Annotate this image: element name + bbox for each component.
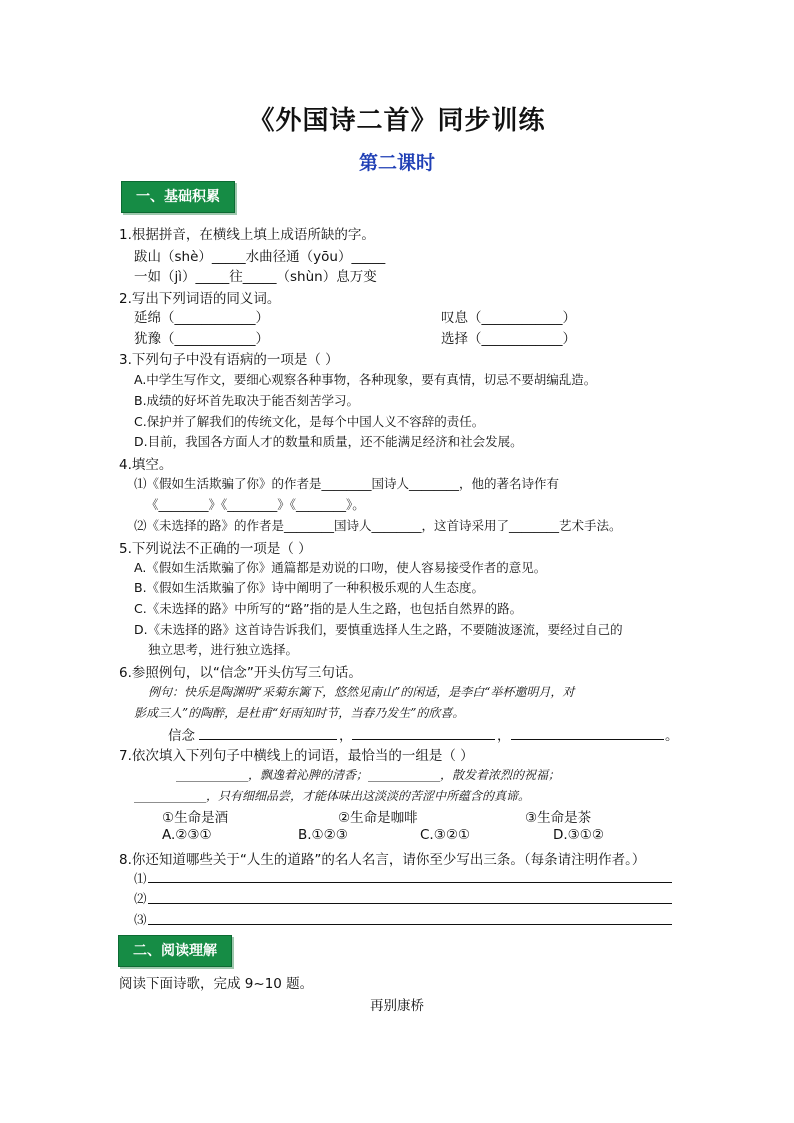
q5-option-a: A.《假如生活欺骗了你》通篇都是劝说的口吻，使人容易接受作者的意见。 [134,560,547,575]
q8-number-3: ⑶ [134,912,147,927]
q7-option-b: B.①②③ [298,827,348,843]
q2-item-a: 延绵（____________） [134,310,269,326]
q7-stem: 7.依次填入下列句子中横线上的词语，最恰当的一组是（ ） [119,748,474,764]
q5-option-b: B.《假如生活欺骗了你》诗中阐明了一种积极乐观的人生态度。 [134,580,485,595]
q7-choice-1: ①生命是酒 [162,810,229,826]
q6-example-line1: 例句：快乐是陶渊明“采菊东篱下，悠然见南山”的闲适，是李白“举杯邀明月，对 [148,685,575,699]
q6-example-line2: 影成三人”的陶醉，是杜甫“好雨知时节，当春乃发生”的欣喜。 [134,706,465,720]
q3-stem: 3.下列句子中没有语病的一项是（ ） [119,352,339,368]
page-subtitle: 第二课时 [358,152,435,174]
q3-option-c: C.保护并了解我们的传统文化，是每个中国人义不容辞的责任。 [134,414,485,429]
q2-item-b: 叹息（____________） [441,310,576,326]
q6-stem: 6.参照例句，以“信念”开头仿写三句话。 [119,665,362,681]
q1-line1: 跋山（shè）_____水曲径通（yōu）_____ [134,249,386,265]
q3-option-b: B.成绩的好坏首先取决于能否刻苦学习。 [134,393,360,408]
q6-answer-blank-1[interactable] [199,739,337,740]
q1-line2: 一如（jì）_____往_____（shùn）息万变 [134,269,377,285]
q6-answer-blank-2[interactable] [352,739,495,740]
q7-option-c: C.③②① [420,827,471,843]
section-header-reading: 二、阅读理解 [118,935,232,967]
q7-choice-3: ③生命是茶 [525,810,592,826]
q8-answer-line-3[interactable] [148,924,672,925]
q5-option-c: C.《未选择的路》中所写的“路”指的是人生之路，也包括自然界的路。 [134,601,523,616]
q6-period: 。 [665,728,679,744]
q7-sentence-line1: ____________，飘逸着沁脾的清香；____________，散发着浓烈的祝福； [176,768,561,782]
q7-choice-2: ②生命是咖啡 [338,810,418,826]
section-header-basics: 一、基础积累 [121,181,235,213]
q3-option-d: D.目前，我国各方面人才的数量和质量，还不能满足经济和社会发展。 [134,434,523,449]
q4-part1-line2: 《________》《________》《________》。 [146,497,365,512]
q5-option-d-line1: D.《未选择的路》这首诗告诉我们，要慎重选择人生之路，不要随波逐流，要经过自己的 [134,622,623,637]
q2-item-d: 选择（____________） [441,331,576,347]
q4-part1-line1: ⑴《假如生活欺骗了你》的作者是________国诗人________，他的著名诗作有 [134,476,560,491]
q8-stem: 8.你还知道哪些关于“人生的道路”的名人名言，请你至少写出三条。（每条请注明作者。） [119,852,646,868]
q5-stem: 5.下列说法不正确的一项是（ ） [119,541,312,557]
q3-option-a: A.中学生写作文，要细心观察各种事物，各种现象，要有真情，切忌不要胡编乱造。 [134,372,597,387]
q4-stem: 4.填空。 [119,457,173,473]
q8-number-2: ⑵ [134,891,147,906]
q2-stem: 2.写出下列词语的同义词。 [119,291,281,307]
q6-separator-1: ， [339,728,353,744]
q7-option-d: D.③①② [553,827,604,843]
q5-option-d-line2: 独立思考，进行独立选择。 [148,642,299,657]
poem-title: 再别康桥 [370,998,424,1014]
reading-intro: 阅读下面诗歌，完成 9~10 题。 [119,976,314,992]
q7-sentence-line2: ____________，只有细细品尝，才能体味出这淡淡的苦涩中所蕴含的真谛。 [134,789,531,803]
q8-number-1: ⑴ [134,871,147,886]
q7-option-a: A.②③① [162,827,212,843]
q1-stem: 1.根据拼音，在横线上填上成语所缺的字。 [119,227,375,243]
q8-answer-line-2[interactable] [148,903,672,904]
q6-answer-blank-3[interactable] [511,739,664,740]
page-title: 《外国诗二首》同步训练 [248,106,546,136]
q2-item-c: 犹豫（____________） [134,331,269,347]
q6-answer-prefix: 信念 [168,728,195,744]
q8-answer-line-1[interactable] [148,882,672,883]
q4-part2: ⑵《未选择的路》的作者是________国诗人________，这首诗采用了________艺术手法。 [134,518,622,533]
q6-separator-2: ， [497,728,511,744]
